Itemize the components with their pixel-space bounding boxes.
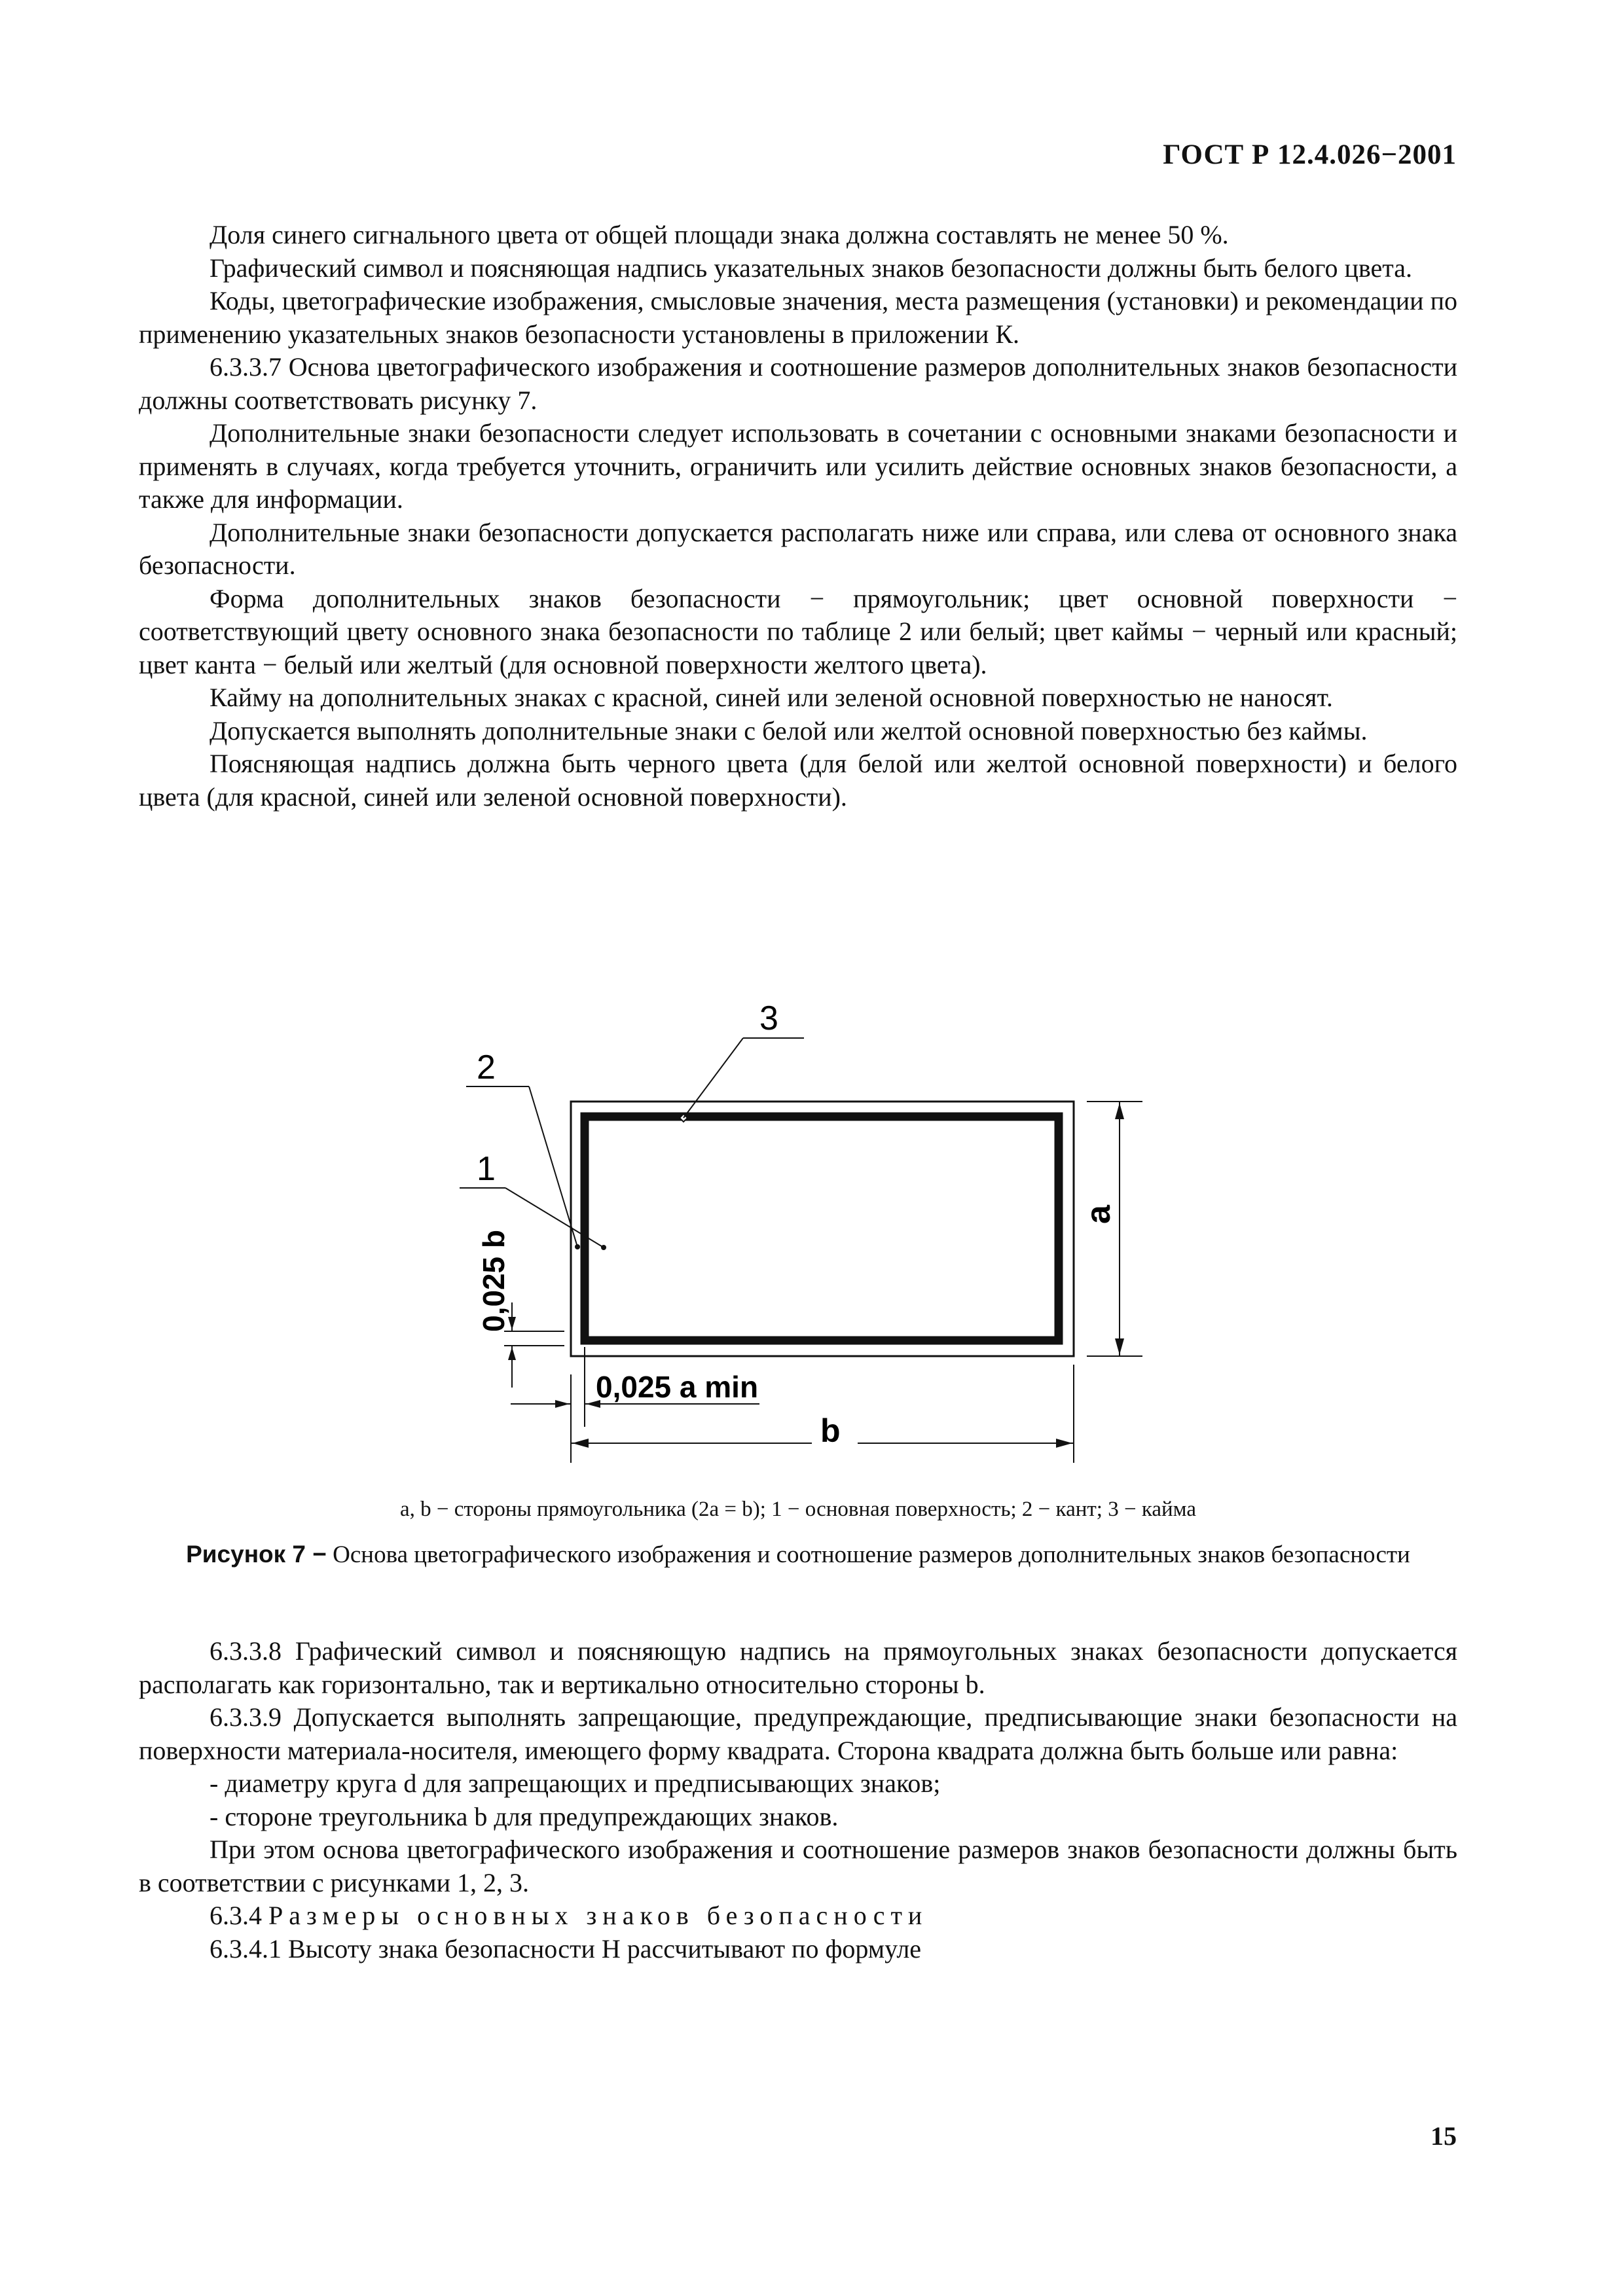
section-heading xyxy=(139,1899,1457,1933)
label-side-b: b xyxy=(820,1412,841,1449)
paragraph: 6.3.3.8 Графический символ и поясняющую надпись на прямоугольных знаках безопасности допускается располагать как горизонтально, так и вертикально относительно стороны b. xyxy=(139,1636,1457,1699)
figure-caption xyxy=(172,1539,1425,1570)
label-border: 3 xyxy=(759,999,778,1037)
figure-legend: a, b − стороны прямоугольника (2a = b); 1 − основная поверхность; 2 − кант; 3 − кайма xyxy=(400,1498,1196,1521)
paragraph: Графический символ и поясняющая надпись указательных знаков безопасности должны быть белого цвета. xyxy=(210,253,1413,283)
text-block-bottom xyxy=(139,1635,1457,1965)
caption-text: Основа цветографического изображения и соотношение размеров дополнительных знаков безопасности xyxy=(333,1541,1410,1568)
paragraph: Допускается выполнять дополнительные знаки с белой или желтой основной поверхностью без каймы. xyxy=(210,715,1368,745)
caption-number: Рисунок 7 − xyxy=(186,1541,327,1568)
label-border-width: 0,025 b xyxy=(477,1230,511,1332)
paragraph: Доля синего сигнального цвета от общей площади знака должна составлять не менее 50 %. xyxy=(210,220,1229,249)
paragraph: Форма дополнительных знаков безопасности − прямоугольник; цвет основной поверхности − соответствующий цвету основного знака безопасности по таблице 2 или белый; цвет каймы − черный или красный; цвет канта − белый или желтый (для основной поверхности желтого цвета). xyxy=(139,583,1457,679)
paragraph: Дополнительные знаки безопасности следует использовать в сочетании с основными знаками безопасности и применять в случаях, когда требуется уточнить, ограничить или усилить действие основных знаков безопасности, а также для информации. xyxy=(139,418,1457,514)
paragraph: Поясняющая надпись должна быть черного цвета (для белой или желтой основной поверхности) и белого цвета (для красной, синей или зеленой основной поверхности). xyxy=(139,749,1457,812)
paragraph: Кайму на дополнительных знаках с красной, синей или зеленой основной поверхностью не наносят. xyxy=(210,683,1333,712)
list-item: - стороне треугольника b для предупреждающих знаков. xyxy=(210,1801,839,1831)
label-edge-width: 0,025 a min xyxy=(596,1370,759,1404)
page-number: 15 xyxy=(1431,2121,1457,2151)
label-main-surface: 1 xyxy=(477,1150,496,1188)
label-edge: 2 xyxy=(477,1049,496,1086)
paragraph: Дополнительные знаки безопасности допускается располагать ниже или справа, или слева от основного знака безопасности. xyxy=(139,517,1457,580)
sign-border xyxy=(585,1117,1059,1340)
paragraph: 6.3.3.7 Основа цветографического изображения и соотношение размеров дополнительных знаков безопасности должны соответствовать рисунку 7. xyxy=(139,352,1457,415)
label-side-a: a xyxy=(1080,1205,1118,1224)
sign-edge-outline xyxy=(571,1102,1074,1356)
paragraph: Коды, цветографические изображения, смысловые значения, места размещения (установки) и рекомендации по применению указательных знаков безопасности установлены в приложении К. xyxy=(139,286,1457,349)
section-title: Размеры основных знаков безопасности xyxy=(268,1901,928,1930)
paragraph: При этом основа цветографического изображения и соотношение размеров знаков безопасности должны быть в соответствии с рисунками 1, 2, 3. xyxy=(139,1835,1457,1897)
section-number: 6.3.4 xyxy=(210,1901,262,1930)
paragraph: 6.3.4.1 Высоту знака безопасности H рассчитывают по формуле xyxy=(210,1933,922,1964)
paragraph: 6.3.3.9 Допускается выполнять запрещающие, предупреждающие, предписывающие знаки безопасности на поверхности материала-носителя, имеющего форму квадрата. Сторона квадрата должна быть больше или равна: xyxy=(139,1702,1457,1765)
list-item: - диаметру круга d для запрещающих и предписывающих знаков; xyxy=(210,1768,941,1798)
document-header: ГОСТ Р 12.4.026−2001 xyxy=(1163,139,1457,170)
